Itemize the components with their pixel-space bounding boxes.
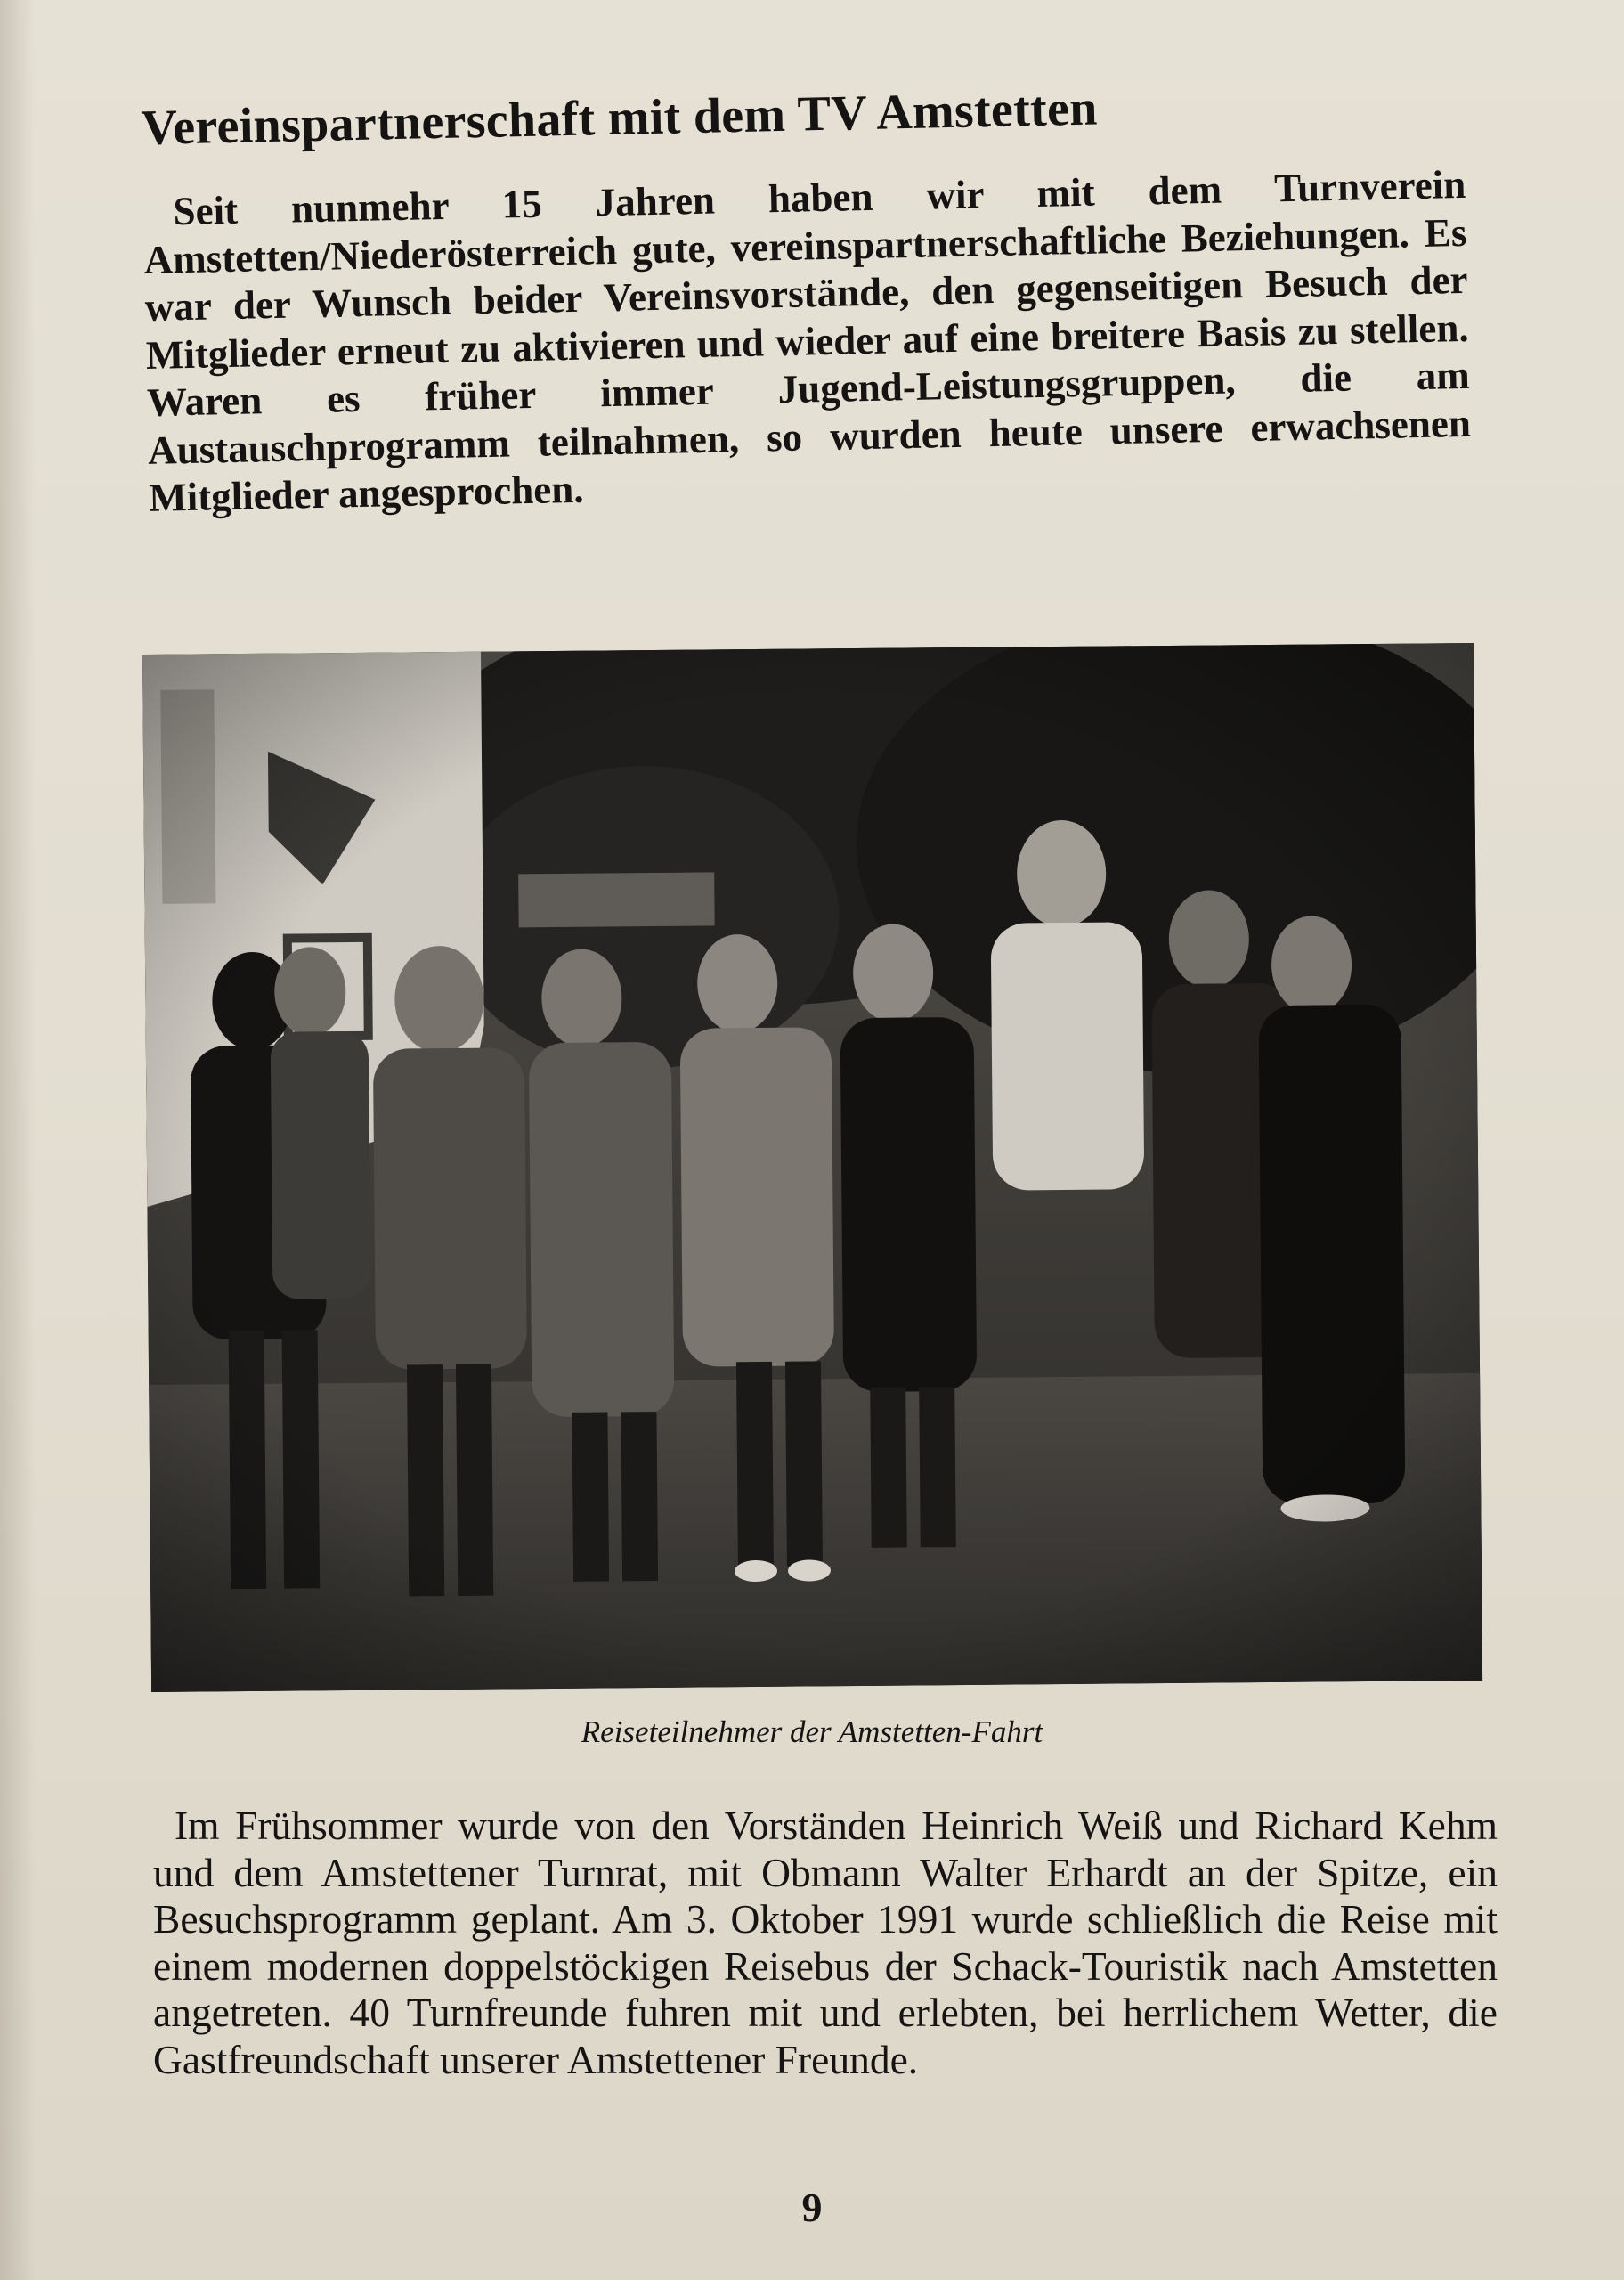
headline: Vereinspartnerschaft mit dem TV Amstetten (141, 80, 1099, 156)
group-photo-image (142, 643, 1482, 1692)
intro-paragraph: Seit nunmehr 15 Jahren haben wir mit dem Turnverein Amstetten/Niederösterreich gute, vereinspartnerschaftliche Beziehungen. Es war der Wunsch beider Vereinsvorstände, den gegenseitigen Besuch der Mitglieder erneut zu aktivieren und wieder auf eine breitere Basis zu stellen. Waren es früher immer Jugend-Leistungsgruppen, die am Austauschprogramm teilnahmen, so wurden heute unsere erwachsenen Mitglieder angesprochen. (143, 161, 1472, 520)
page-number: 9 (801, 2185, 823, 2230)
photo-caption: Reiseteilnehmer der Amstetten-Fahrt (581, 1714, 1043, 1749)
group-photo (142, 643, 1482, 1692)
page-edge-shadow (0, 0, 36, 2280)
body-paragraph: Im Frühsommer wurde von den Vorständen Heinrich Weiß und Richard Kehm und dem Amstettener Turnrat, mit Obmann Walter Erhardt an der Spitze, ein Besuchsprogramm geplant. Am 3. Oktober 1991 wurde schließlich die Reise mit einem modernen doppelstöckigen Reisebus der Schack-Touristik nach Amstetten angetreten. 40 Turnfreunde fuhren mit und erlebten, bei herrlichem Wetter, die Gastfreundschaft unserer Amstettener Freunde. (153, 1803, 1498, 2082)
